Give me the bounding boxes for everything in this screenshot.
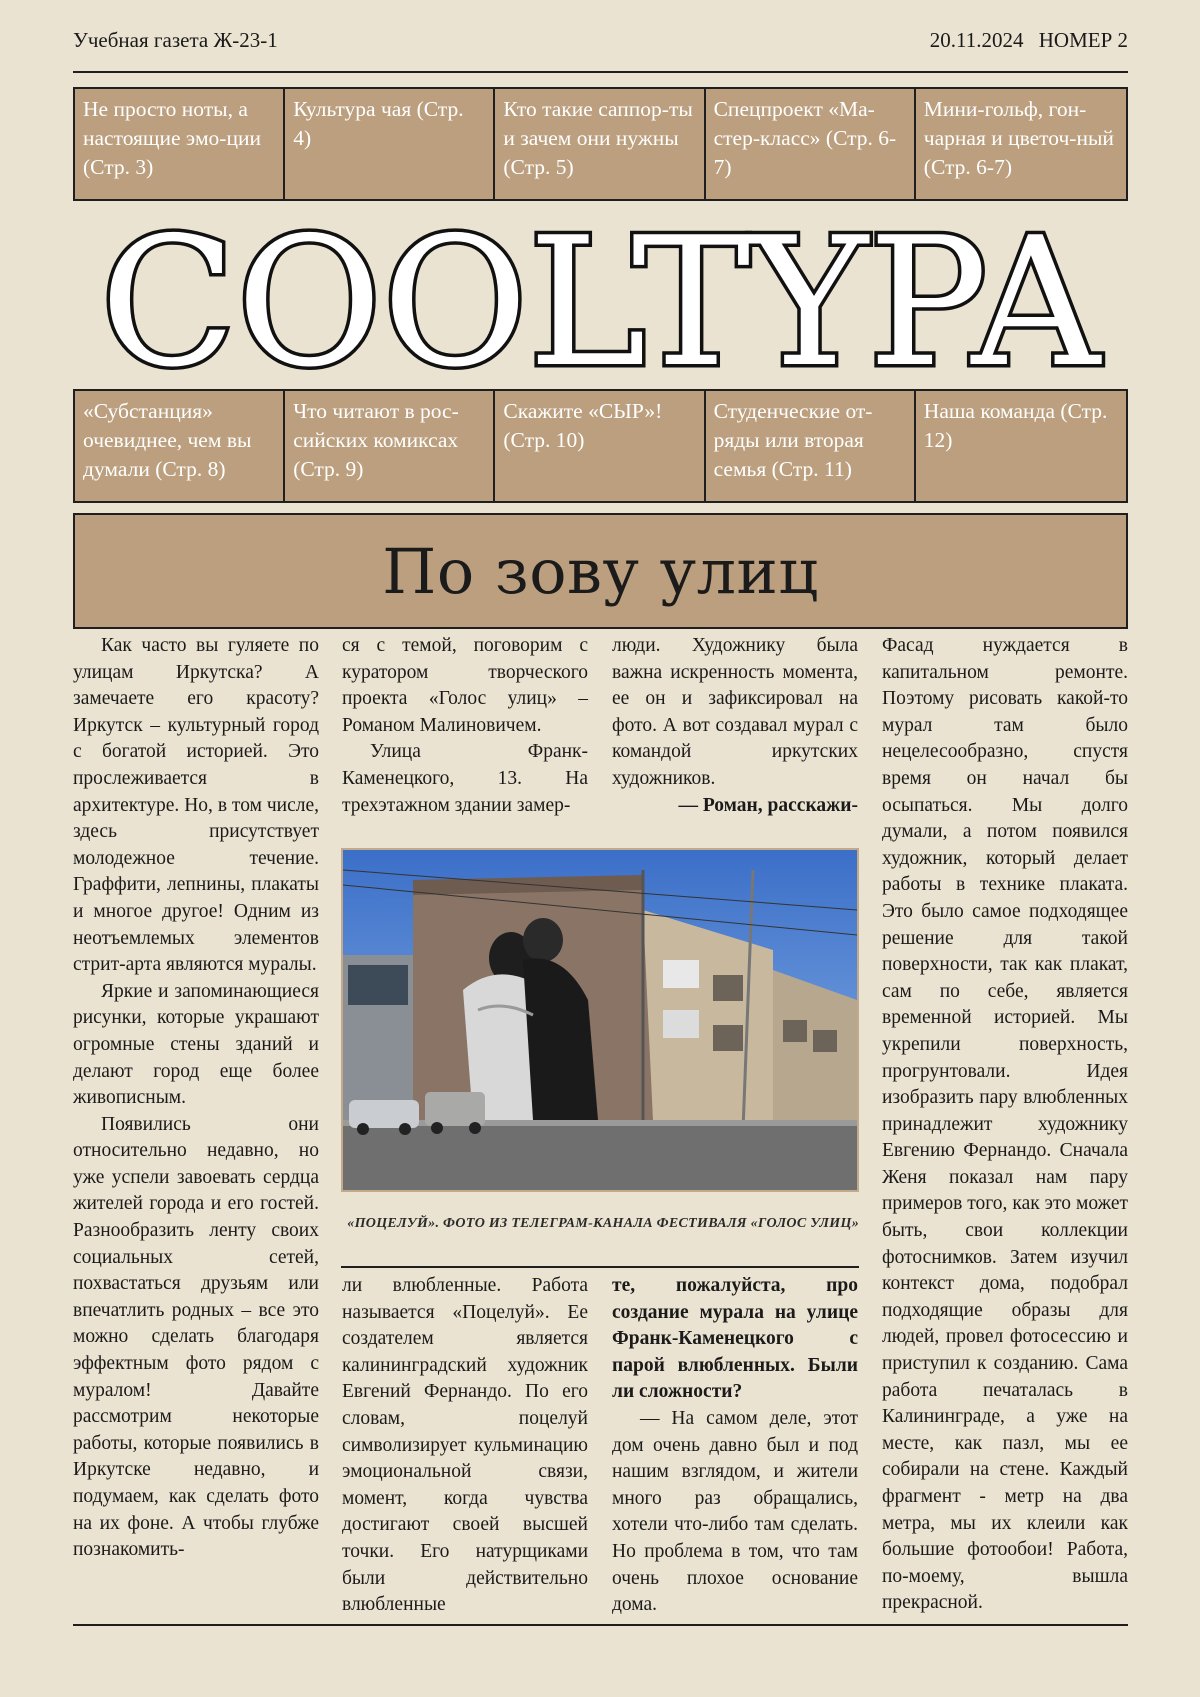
- toc-item[interactable]: Кто такие саппор-ты и зачем они нужны (Стр. 5): [495, 89, 705, 199]
- article-column-2-bottom: [342, 1273, 588, 1619]
- paragraph: Улица Франк-Каменецкого, 13. На трехэтажном здании замер-: [342, 741, 588, 816]
- toc-item[interactable]: Культура чая (Стр. 4): [285, 89, 495, 199]
- header-rule: [73, 71, 1128, 73]
- toc-item[interactable]: Наша команда (Стр. 12): [923, 399, 1108, 452]
- article-column-3-top: [612, 633, 858, 819]
- masthead: [73, 218, 1128, 380]
- article-column-1: [73, 633, 319, 1564]
- masthead-logo: [73, 218, 1128, 380]
- issue-date: 20.11.2024: [929, 28, 1024, 52]
- toc-top-row: [73, 87, 1128, 201]
- toc-item[interactable]: Скажите «СЫР»! (Стр. 10): [495, 391, 705, 501]
- article-column-4: [882, 633, 1128, 1617]
- paragraph: Как часто вы гуляете по улицам Иркутска? А замечаете его красоту? Иркутск – культурный город с богатой историей. Это прослеживается в архитектуре. Но, в том числе, здесь присутствует молодежное течение. Граффити, лепнины, плакаты и многое другое! Одним из неотъемлемых элементов стрит-арта являются муралы.: [73, 635, 319, 976]
- mural-photo-illustration: [343, 850, 857, 1190]
- paragraph: ся с темой, поговорим с куратором творческого проекта «Голос улиц» – Романом Малиновичем.: [342, 635, 588, 736]
- caption-rule: [341, 1266, 859, 1268]
- interview-question-start: — Роман, расскажи-: [678, 794, 858, 816]
- paragraph: люди. Художнику была важна искренность момента, ее он и зафиксировал на фото. А вот создавал мурал с командой иркутских художников.: [612, 635, 858, 789]
- paragraph: — На самом деле, этот дом очень давно был и под нашим взглядом, и жители много раз обращались, хотели что-либо там сделать. Но проблема в том, что там очень плохое основание дома.: [612, 1407, 858, 1616]
- footer-rule: [73, 1624, 1128, 1626]
- toc-item[interactable]: Мини-гольф, гон-чарная и цветоч-ный (Стр. 6-7): [923, 97, 1114, 179]
- mural-photo: [341, 848, 859, 1192]
- paragraph: Фасад нуждается в капитальном ремонте. Поэтому рисовать какой-то мурал там было нецелесообразно, спустя время он начал бы осыпаться. Мы долго думали, а потом появился художник, который делает работы в технике плаката. Это было самое подходящее решение для такой поверхности, так как плакат, сам по себе, является временной историей. Мы укрепили поверхность, прогрунтовали. Идея изобразить пару влюбленных принадлежит художнику Евгению Фернандо. Сначала Женя показал нам пару примеров того, как это может быть, свои коллекции фотоснимков. Затем изучил контекст дома, подобрал подходящие образы для людей, провел фотосессию и приступил к созданию. Сама работа печаталась в Калининграде, а уже на месте, как пазл, мы ее собирали на стене. Каждый фрагмент - метр на два метра, мы их клеили как большие фотообои! Работа, по-моему, вышла прекрасной.: [882, 635, 1128, 1614]
- newspaper-subtitle: Учебная газета Ж-23-1: [73, 28, 278, 52]
- toc-item[interactable]: Студенческие от-ряды или вторая семья (Стр. 11): [706, 391, 916, 501]
- article-column-2-top: [342, 633, 588, 819]
- interview-question: те, пожалуйста, про создание мурала на улице Франк-Каменецкого с парой влюбленных. Были ли сложности?: [612, 1275, 858, 1403]
- article-headline: По зову улиц: [382, 534, 819, 608]
- issue-header: [73, 28, 1128, 53]
- headline-box: [73, 513, 1128, 629]
- toc-bottom-row: [73, 389, 1128, 503]
- masthead-title: COOLTYPA: [100, 218, 1103, 380]
- toc-item[interactable]: «Субстанция» очевиднее, чем вы думали (Стр. 8): [75, 391, 285, 501]
- toc-item[interactable]: Что читают в рос-сийских комиксах (Стр. 9): [285, 391, 495, 501]
- toc-item[interactable]: Не просто ноты, а настоящие эмо-ции (Стр. 3): [75, 89, 285, 199]
- issue-info: [930, 28, 1128, 53]
- toc-item[interactable]: Спецпроект «Ма-стер-класс» (Стр. 6-7): [706, 89, 916, 199]
- issue-number: НОМЕР 2: [1038, 28, 1128, 52]
- photo-caption: «ПОЦЕЛУЙ». ФОТО ИЗ ТЕЛЕГРАМ-КАНАЛА ФЕСТИВАЛЯ «ГОЛОС УЛИЦ»: [347, 1216, 859, 1231]
- paragraph: Яркие и запоминающиеся рисунки, которые украшают огромные стены зданий и делают город еще более живописным.: [73, 980, 319, 1109]
- paragraph: Появились они относительно недавно, но уже успели завоевать сердца жителей города и его гостей. Разнообразить ленту своих социальных сетей, похвастаться друзьям или впечатлить родных – все это можно сделать благодаря эффектным фото рядом с муралом! Давайте рассмотрим некоторые работы, которые появились в Иркутске недавно, и подумаем, как сделать фото на их фоне. А чтобы глубже познакомить-: [73, 1113, 319, 1561]
- article-column-3-bottom: [612, 1273, 858, 1619]
- paragraph: ли влюбленные. Работа называется «Поцелуй». Ее создателем является калининградский художник Евгений Фернандо. По его словам, поцелуй символизирует кульминацию эмоциональной связи, момент, когда чувства достигают своей высшей точки. Его натурщиками были действительно влюбленные: [342, 1275, 588, 1616]
